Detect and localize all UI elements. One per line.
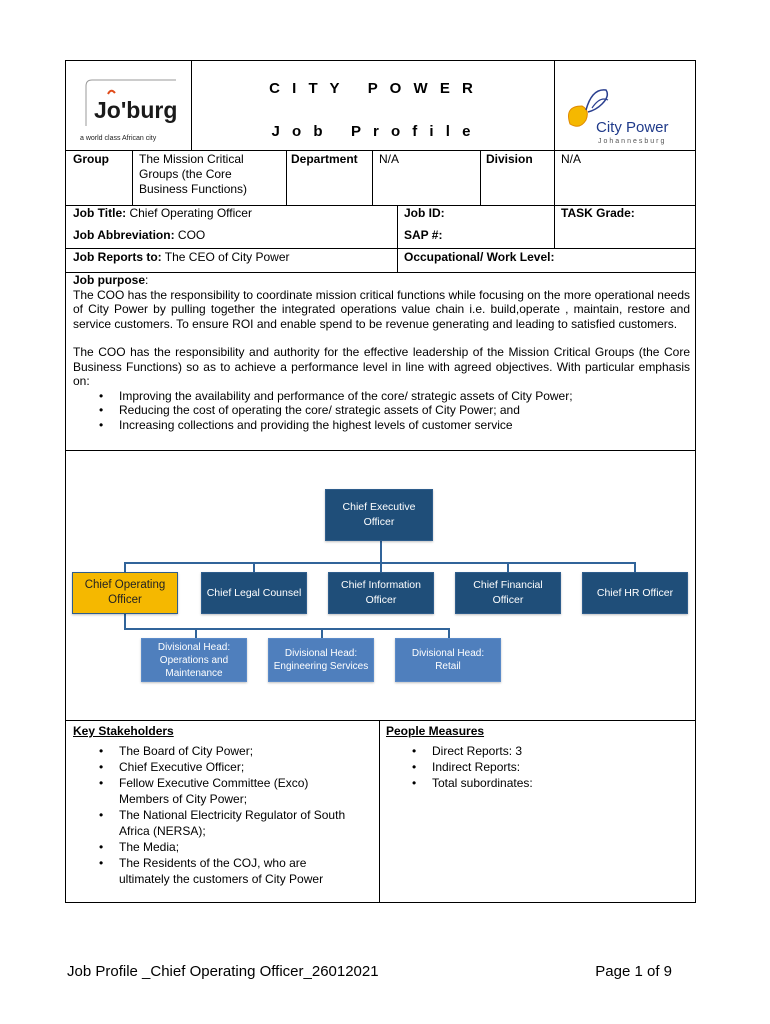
org-box-div-operations: Divisional Head: Operations and Maintenance [141, 638, 247, 682]
connector [321, 628, 323, 638]
footer-page-number: Page 1 of 9 [595, 963, 672, 980]
list-item: • Indirect Reports: [386, 759, 691, 775]
list-item: • Direct Reports: 3 [386, 743, 691, 759]
org-box-financial: Chief Financial Officer [455, 572, 561, 614]
city-power-sub: Johannesburg [598, 138, 667, 145]
list-item: • Fellow Executive Committee (Exco) Members of City Power; [73, 775, 375, 807]
job-purpose-section [73, 273, 690, 432]
list-item: • Total subordinates: [386, 775, 691, 791]
abbrev-row [73, 228, 205, 243]
connector [124, 628, 450, 630]
purpose-para-2: The COO has the responsibility and authority for the effective leadership of the Mission Critical Groups (the Core Business Functions) so as to achieve a performance level in line with agreed objectives. With particular emphasis on: [73, 345, 690, 388]
department-value: N/A [379, 152, 400, 166]
abbrev-value: COO [177, 228, 206, 242]
connector [507, 562, 509, 572]
list-item: • Chief Executive Officer; [73, 759, 375, 775]
list-item: • Reducing the cost of operating the core/ strategic assets of City Power; and [73, 403, 690, 418]
org-box-div-engineering: Divisional Head: Engineering Services [268, 638, 374, 682]
butterfly-icon [569, 106, 588, 126]
list-item: • The Media; [73, 839, 375, 855]
connector [195, 628, 197, 638]
org-box-hr: Chief HR Officer [582, 572, 688, 614]
reports-row [73, 250, 290, 265]
connector [253, 562, 255, 572]
doc-subtitle: J o b P r o f i l e [271, 123, 475, 140]
list-item: • The National Electricity Regulator of South Africa (NERSA); [73, 807, 375, 839]
group-label: Group [73, 152, 109, 166]
connector [380, 562, 382, 572]
job-title-row [73, 206, 252, 221]
division-value: N/A [561, 152, 582, 166]
occ-level-label: Occupational/ Work Level: [404, 250, 555, 264]
org-box-coo: Chief Operating Officer [72, 572, 178, 614]
connector [124, 562, 126, 572]
division-label: Division [486, 152, 533, 166]
key-stakeholders [73, 723, 375, 887]
joburg-wordmark: Jo'burg [94, 97, 178, 123]
org-box-information: Chief Information Officer [328, 572, 434, 614]
reports-label: Job Reports to: [73, 250, 162, 264]
connector [634, 562, 636, 572]
joburg-logo [78, 74, 184, 144]
people-list [386, 743, 691, 791]
list-item: • The Board of City Power; [73, 743, 375, 759]
list-item: • Increasing collections and providing the highest levels of customer service [73, 418, 690, 433]
job-title-label: Job Title: [73, 206, 127, 220]
abbrev-label: Job Abbreviation: [73, 228, 175, 242]
job-title-value: Chief Operating Officer [129, 206, 252, 220]
list-item: • The Residents of the COJ, who are ultimately the customers of City Power [73, 855, 375, 887]
purpose-para-1: The COO has the responsibility to coordinate mission critical functions while focusing on the more operational needs of City Power by pulling together the integrated operations value chain i.e. build,operate , maintain, restore and service customers. To ensure ROI and enable spend to be revenue generating and leading to satisfied customers. [73, 287, 690, 331]
org-box-div-retail: Divisional Head: Retail [395, 638, 501, 682]
purpose-bullets [73, 389, 690, 433]
people-heading: People Measures [386, 724, 485, 738]
task-grade-label: TASK Grade: [561, 206, 635, 220]
org-box-legal: Chief Legal Counsel [201, 572, 307, 614]
group-value: The Mission Critical Groups (the Core Business Functions) [139, 152, 248, 196]
department-label: Department [291, 152, 358, 166]
connector [448, 628, 450, 638]
stakeholders-heading: Key Stakeholders [73, 724, 174, 738]
footer-doc-name: Job Profile _Chief Operating Officer_26012021 [67, 963, 379, 980]
reports-value: The CEO of City Power [164, 250, 290, 264]
people-measures [386, 723, 691, 791]
sap-label: SAP #: [404, 228, 443, 242]
job-purpose-colon: : [145, 273, 149, 287]
joburg-tagline: a world class African city [80, 135, 157, 142]
org-box-ceo: Chief Executive Officer [325, 489, 433, 541]
doc-title: C I T Y P O W E R [269, 80, 477, 97]
connector [380, 541, 382, 562]
list-item: • Improving the availability and performance of the core/ strategic assets of City Power; [73, 389, 690, 404]
stakeholders-list [73, 743, 375, 887]
city-power-wordmark: City Power [596, 119, 669, 136]
job-purpose-label: Job purpose [73, 273, 146, 287]
city-power-logo [562, 80, 690, 146]
job-id-label: Job ID: [404, 206, 445, 220]
